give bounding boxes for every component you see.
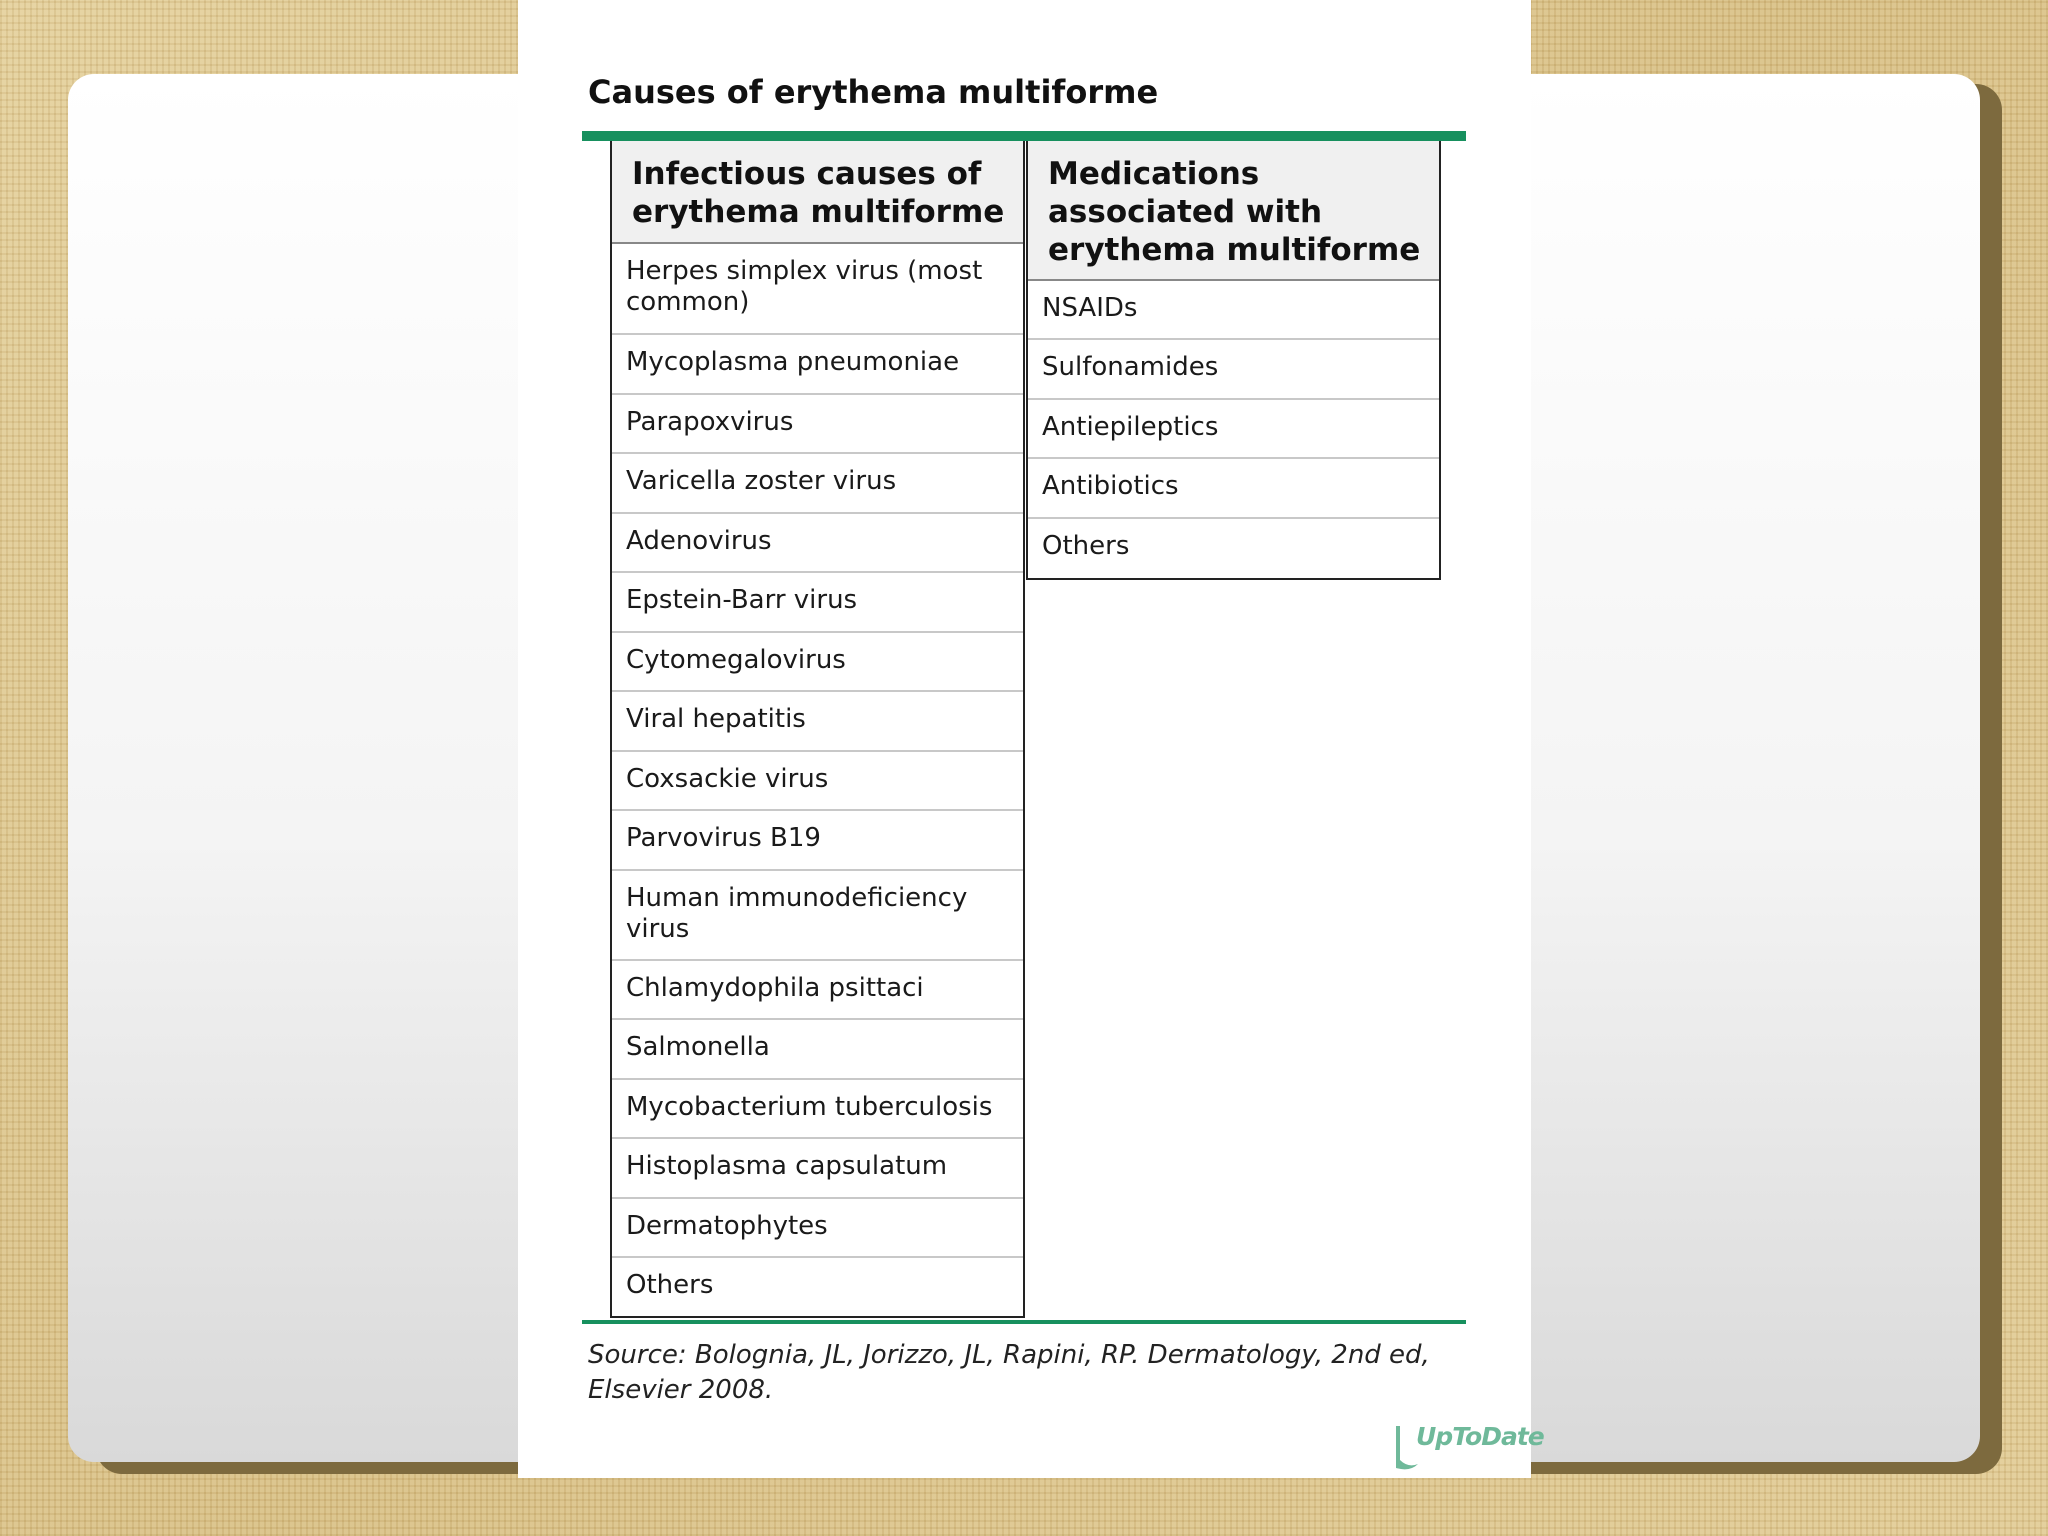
table-cell: Others — [1042, 531, 1130, 561]
table-cell: Dermatophytes — [612, 1199, 1023, 1258]
table-cell: Sulfonamides — [1028, 340, 1439, 400]
table-cell: Others — [612, 1258, 1023, 1318]
source-citation: Source: Bolognia, JL, Jorizzo, JL, Rapini, RP. Dermatology, 2nd ed, Elsevier 2008. — [588, 1340, 1430, 1405]
document-title: Causes of erythema multiforme — [588, 73, 1159, 111]
table-cell: Mycobacterium tuberculosis — [612, 1080, 1023, 1139]
document-image — [518, 0, 1544, 1478]
table-cell: Varicella zoster virus — [612, 454, 1023, 514]
table-cell: Histoplasma capsulatum — [612, 1139, 1023, 1199]
table-cell: Coxsackie virus — [612, 752, 1023, 811]
top-rule — [582, 131, 1466, 141]
infectious-causes-column — [610, 141, 1025, 1318]
infectious-causes-header: Infectious causes of erythema multiforme — [612, 141, 1023, 244]
table-cell: Parvovirus B19 — [612, 811, 1023, 871]
table-cell: Parapoxvirus — [612, 395, 1023, 454]
table-cell: NSAIDs — [1028, 281, 1439, 340]
table-cell: Adenovirus — [612, 514, 1023, 573]
medications-column — [1026, 141, 1441, 580]
logo-text: UpToDate — [1416, 1422, 1544, 1451]
table-cell: Epstein-Barr virus — [612, 573, 1023, 633]
table-cell: Antiepileptics — [1028, 400, 1439, 459]
medications-header: Medications associated with erythema multiforme — [1028, 141, 1439, 281]
table-cell: Salmonella — [612, 1020, 1023, 1080]
uptodate-logo — [1390, 1418, 1544, 1474]
table-cell: Herpes simplex virus (most common) — [612, 244, 1023, 335]
table-cell: Antibiotics — [1028, 459, 1439, 519]
table-cell: Viral hepatitis — [612, 692, 1023, 752]
bottom-rule — [582, 1320, 1466, 1324]
table-cell: Mycoplasma pneumoniae — [612, 335, 1023, 395]
table-cell: Human immunodeficiency virus — [612, 871, 1023, 961]
table-cell: Cytomegalovirus — [612, 633, 1023, 692]
table-cell: Chlamydophila psittaci — [612, 961, 1023, 1020]
